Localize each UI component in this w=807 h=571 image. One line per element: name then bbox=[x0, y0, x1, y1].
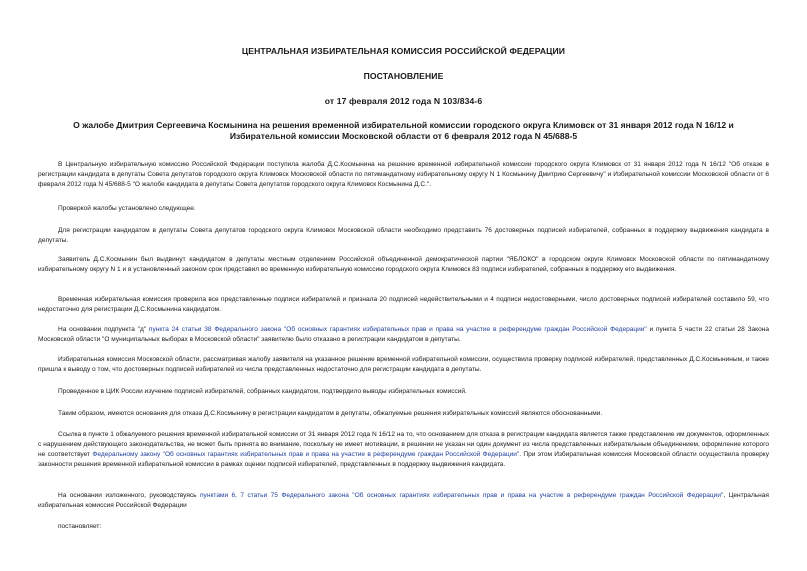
law-link-article-75[interactable]: пунктами 6, 7 статьи 75 Федерального закона "Об основных гарантиях избирательных прав и права на участие в референдуме граждан Российской Федерации" bbox=[200, 492, 724, 499]
paragraph-12-resolves: постановляет: bbox=[58, 523, 102, 530]
paragraph-5: Временная избирательная комиссия проверила все представленные подписи избирателей и признала 20 подписей недействительными и 4 подписи недостоверными, число достоверных подписей избирателей составило 59, что недостаточно для регистрации Д.С.Космынина кандидатом. bbox=[38, 296, 769, 313]
paragraph-11-text-b: , Центральная избирательная комиссия Российской Федерации bbox=[38, 492, 769, 509]
paragraph-11 bbox=[38, 491, 769, 511]
paragraph-3: Для регистрации кандидатом в депутаты Совета депутатов городского округа Климовск Московской области необходимо представить 76 достоверных подписей избирателей, собранных в поддержку выдвижения кандидата в депутаты. bbox=[38, 227, 769, 244]
paragraph-11-text-a: На основании изложенного, руководствуясь bbox=[58, 492, 201, 499]
paragraph-4: Заявитель Д.С.Космынин был выдвинут кандидатом в депутаты местным отделением Российской объединенной демократической партии "ЯБЛОКО" в городском округе Климовск Московской области по пятимандатному избирательному округу N 1 и в установленный законом срок представил во временную избирательную комиссию городского округа Климовск 83 подписи избирателей, собранных в поддержку его выдвижения. bbox=[38, 256, 769, 273]
federal-law-link[interactable]: Федеральному закону "Об основных гарантиях избирательных прав и права на участие в референдуме граждан Российской Федерации" bbox=[92, 451, 520, 458]
paragraph-1: В Центральную избирательную комиссию Российской Федерации поступила жалоба Д.С.Космынина на решение временной избирательной комиссии городского округа Климовск от 31 января 2012 года N 16/12 "Об отказе в регистрации кандидата в депутаты Совета депутатов городского округа Климовск Московской области по пятимандатному избирательному округу N 1 Космынину Дмитрию Сергеевичу" и Избирательной комиссии Московской области от 6 февраля 2012 года N 45/688-5 "О жалобе кандидата в депутаты Совета депутатов городского округа Климовск Космынина Д.С.". bbox=[38, 161, 769, 188]
paragraph-10-text-b: . При этом Избирательная комиссия Московской области осуществила проверку законности решения временной избирательной комиссии в рамках оценки подписей избирателей, представленных в поддержку выдвижения кандидата. bbox=[38, 451, 770, 468]
law-link-article-38[interactable]: пункта 24 статьи 38 Федерального закона "Об основных гарантиях избирательных прав и права на участие в референдуме граждан Российской Федерации" bbox=[148, 326, 647, 333]
paragraph-6-text-a: На основании подпункта "д" bbox=[58, 326, 149, 333]
title-line-2: Избирательной комиссии Московской области от 6 февраля 2012 года N 45/688-5 bbox=[229, 131, 578, 141]
document-title bbox=[60, 120, 747, 142]
paragraph-2: Проверкой жалобы установлено следующее. bbox=[58, 205, 196, 212]
paragraph-6-text-b: и пункта 5 части 22 статьи 28 Закона Московской области "О муниципальных выборах в Московской области" заявителю было отказано в регистрации кандидатом в депутаты. bbox=[38, 326, 770, 343]
document-type-heading: ПОСТАНОВЛЕНИЕ bbox=[363, 71, 444, 81]
document-date-number: от 17 февраля 2012 года N 103/834-6 bbox=[324, 96, 483, 106]
organization-heading: ЦЕНТРАЛЬНАЯ ИЗБИРАТЕЛЬНАЯ КОМИССИЯ РОССИЙСКОЙ ФЕДЕРАЦИИ bbox=[241, 46, 566, 56]
paragraph-10-text-a: Ссылка в пункте 1 обжалуемого решения временной избирательной комиссии от 31 января 2012 года N 16/12 на то, что основанием для отказа в регистрации кандидата является также представление им документов, оформленных с нарушением действующего законодательства, не может быть принята во внимание, поскольку не имеет мотивации, в решении не указан ни один документ из числа представленных избирательным объединением, оформление которого не соответствует bbox=[38, 431, 769, 458]
title-line-1: О жалобе Дмитрия Сергеевича Космынина на решения временной избирательной комиссии городского округа Климовск от 31 января 2012 года N 16/12 и bbox=[73, 120, 734, 130]
paragraph-8: Проведенное в ЦИК России изучение подписей избирателей, собранных кандидатом, подтвердило выводы избирательных комиссий. bbox=[58, 388, 467, 395]
paragraph-10 bbox=[38, 430, 769, 470]
paragraph-9: Таким образом, имеются основания для отказа Д.С.Космынину в регистрации кандидатом в депутаты, обжалуемые решения избирательных комиссий являются обоснованными. bbox=[58, 410, 603, 417]
paragraph-6 bbox=[38, 325, 769, 345]
paragraph-7: Избирательная комиссия Московской области, рассматривая жалобу заявителя на указанное решение временной избирательной комиссии, осуществила проверку подписей избирателей, представленных Д.С.Космыниным, и также пришла к выводу о том, что достоверных подписей избирателей из числа представленных недостаточно для регистрации кандидата в депутаты. bbox=[38, 356, 769, 373]
